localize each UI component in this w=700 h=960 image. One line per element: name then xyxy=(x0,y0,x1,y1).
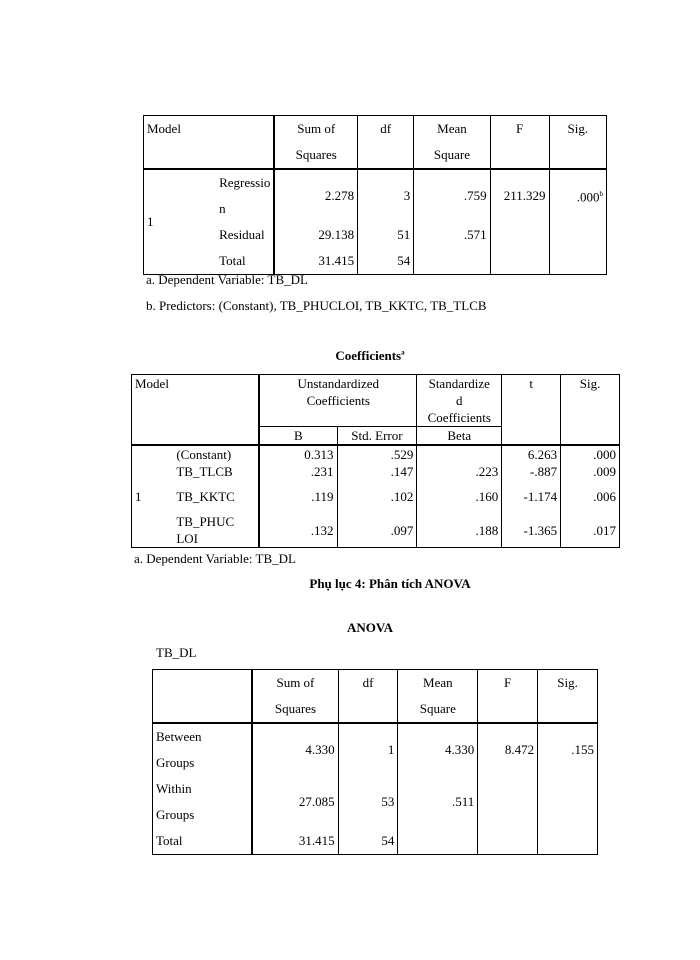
header-mean-square: Mean Square xyxy=(398,670,478,724)
header-beta: Beta xyxy=(417,427,502,446)
anova-regression-table xyxy=(143,115,607,275)
header-f: F xyxy=(490,116,549,170)
cell-sum: 31.415 xyxy=(252,828,338,855)
footnote-dependent-variable: a. Dependent Variable: TB_DL xyxy=(134,551,296,566)
cell-sum: 27.085 xyxy=(252,776,338,828)
cell-mean: .759 xyxy=(414,169,490,222)
header-df: df xyxy=(358,116,414,170)
cell-df: 1 xyxy=(338,723,398,776)
row-label: Total xyxy=(179,248,274,275)
cell-mean xyxy=(414,248,490,275)
cell-se: .102 xyxy=(337,488,417,513)
header-sum-of-squares: Sum of Squares xyxy=(252,670,338,724)
header-sig: Sig. xyxy=(561,375,620,446)
cell-b: 0.313 xyxy=(259,445,337,463)
cell-f: 8.472 xyxy=(478,723,538,776)
cell-mean: 4.330 xyxy=(398,723,478,776)
cell-sig: .000 xyxy=(561,445,620,463)
table-row xyxy=(132,463,620,488)
header-f: F xyxy=(478,670,538,724)
header-b: B xyxy=(259,427,337,446)
table-row xyxy=(144,222,607,248)
cell-sum: 4.330 xyxy=(252,723,338,776)
header-df: df xyxy=(338,670,398,724)
table-header-row xyxy=(153,670,598,724)
cell-t: -1.365 xyxy=(502,513,561,548)
model-number: 1 xyxy=(132,445,172,548)
cell-beta: .223 xyxy=(417,463,502,488)
row-label: TB_PHUC LOI xyxy=(171,513,259,548)
cell-sig: .009 xyxy=(561,463,620,488)
coefficients-table xyxy=(131,374,620,548)
cell-sig: .155 xyxy=(538,723,598,776)
anova-oneway-table xyxy=(152,669,598,855)
cell-sig: .017 xyxy=(561,513,620,548)
cell-beta: .188 xyxy=(417,513,502,548)
cell-sig: .000$^b$ xyxy=(549,169,606,222)
cell-b: .119 xyxy=(259,488,337,513)
row-label: Regressio n xyxy=(179,169,274,222)
table-row xyxy=(132,445,620,463)
cell-se: .147 xyxy=(337,463,417,488)
cell-sum: 2.278 xyxy=(274,169,357,222)
cell-mean xyxy=(398,828,478,855)
coefficients-title: Coefficients$^a$ xyxy=(335,348,405,363)
header-unstandardized: Unstandardized Coefficients xyxy=(259,375,417,427)
cell-f xyxy=(478,828,538,855)
appendix-heading: Phụ lục 4: Phân tích ANOVA xyxy=(309,576,471,591)
table-header-row xyxy=(132,375,620,427)
table-header-row xyxy=(144,116,607,170)
cell-t: -.887 xyxy=(502,463,561,488)
cell-sig xyxy=(538,776,598,828)
row-label: Between Groups xyxy=(153,723,253,776)
cell-mean: .571 xyxy=(414,222,490,248)
cell-sum: 29.138 xyxy=(274,222,357,248)
cell-df: 53 xyxy=(338,776,398,828)
cell-f: 211.329 xyxy=(490,169,549,222)
anova-subtitle: TB_DL xyxy=(156,645,197,660)
cell-sig xyxy=(549,248,606,275)
cell-df: 51 xyxy=(358,222,414,248)
row-label: TB_TLCB xyxy=(171,463,259,488)
cell-sig xyxy=(549,222,606,248)
cell-sum: 31.415 xyxy=(274,248,357,275)
cell-b: .231 xyxy=(259,463,337,488)
table-row xyxy=(132,488,620,513)
cell-mean: .511 xyxy=(398,776,478,828)
anova-title: ANOVA xyxy=(347,620,393,635)
cell-f xyxy=(490,248,549,275)
row-label: Residual xyxy=(179,222,274,248)
table-row xyxy=(144,248,607,275)
table-row xyxy=(144,169,607,222)
row-label: (Constant) xyxy=(171,445,259,463)
row-label: Total xyxy=(153,828,253,855)
cell-b: .132 xyxy=(259,513,337,548)
cell-se: .529 xyxy=(337,445,417,463)
table-row xyxy=(132,513,620,548)
row-label: Within Groups xyxy=(153,776,253,828)
header-std-error: Std. Error xyxy=(337,427,417,446)
header-standardized: Standardize d Coefficients xyxy=(417,375,502,427)
cell-t: 6.263 xyxy=(502,445,561,463)
cell-beta: .160 xyxy=(417,488,502,513)
cell-t: -1.174 xyxy=(502,488,561,513)
header-model: Model xyxy=(144,116,275,170)
table-row xyxy=(153,828,598,855)
footnote-dependent-variable: a. Dependent Variable: TB_DL xyxy=(146,272,308,287)
cell-beta xyxy=(417,445,502,463)
row-label: TB_KKTC xyxy=(171,488,259,513)
cell-f xyxy=(478,776,538,828)
header-mean-square: Mean Square xyxy=(414,116,490,170)
cell-sig: .006 xyxy=(561,488,620,513)
cell-df: 3 xyxy=(358,169,414,222)
cell-df: 54 xyxy=(358,248,414,275)
cell-f xyxy=(490,222,549,248)
model-number: 1 xyxy=(144,169,180,275)
header-model: Model xyxy=(132,375,260,446)
table-row xyxy=(153,776,598,828)
footnote-predictors: b. Predictors: (Constant), TB_PHUCLOI, TB_KKTC, TB_TLCB xyxy=(146,298,487,313)
table-row xyxy=(153,723,598,776)
cell-se: .097 xyxy=(337,513,417,548)
header-sum-of-squares: Sum of Squares xyxy=(274,116,357,170)
header-t: t xyxy=(502,375,561,446)
header-sig: Sig. xyxy=(549,116,606,170)
cell-sig xyxy=(538,828,598,855)
header-sig: Sig. xyxy=(538,670,598,724)
header-blank xyxy=(153,670,253,724)
cell-df: 54 xyxy=(338,828,398,855)
